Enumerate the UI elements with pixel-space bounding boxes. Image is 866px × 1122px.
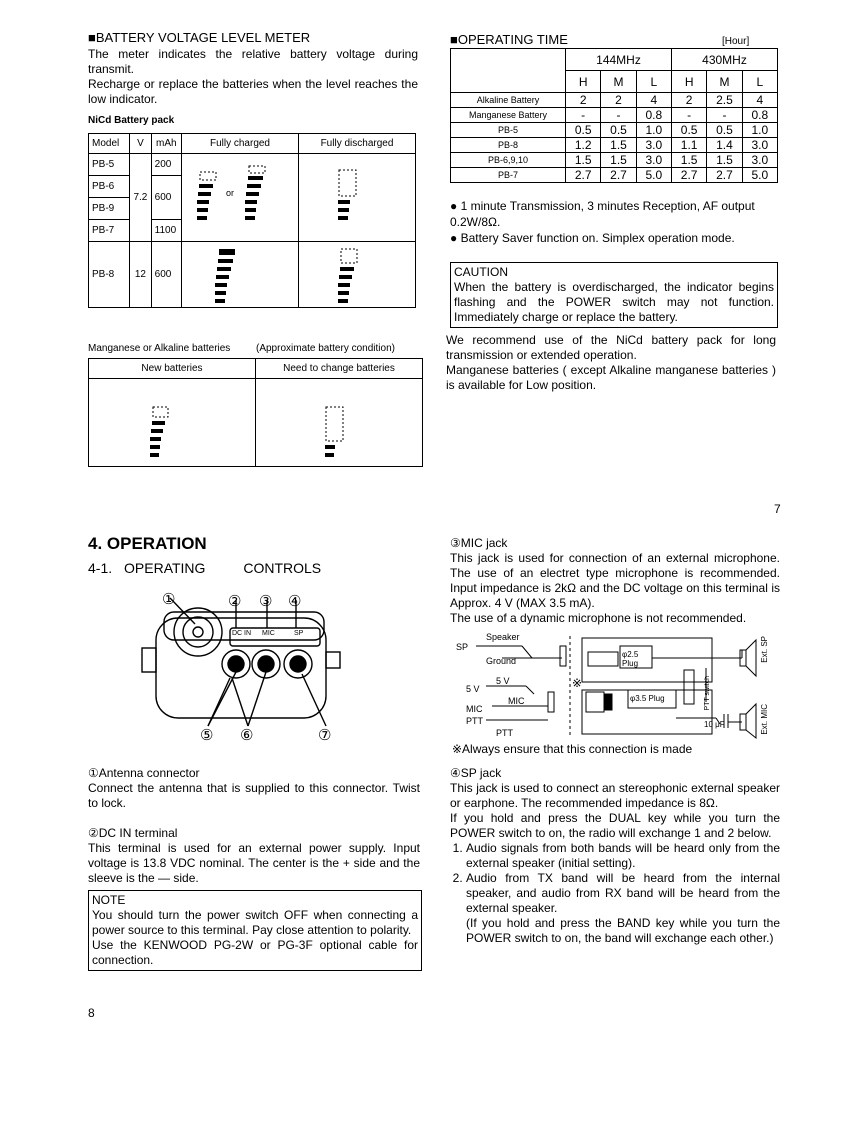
- note-text-2: Use the KENWOOD PG-2W or PG-3F optional cable for connection.: [92, 938, 418, 967]
- table-row: PB-7: [89, 220, 130, 242]
- caution-text: When the battery is overdischarged, the indicator begins flashing and the POWER switch may not function. Immediately charge or replace the battery.: [454, 280, 774, 324]
- operation-subheading: 4-1. OPERATING CONTROLS: [88, 560, 322, 576]
- label-ptt: PTT: [466, 716, 483, 726]
- table-row: PB-7 2.7 2.7 5.0 2.7 2.7 5.0: [451, 168, 778, 183]
- v-cell: 12: [130, 242, 151, 308]
- page-number-bottom: 8: [88, 1006, 95, 1020]
- sp-text-1: This jack is used to connect an stereophonic external speaker or earphone. The recommended impedance is 8Ω.: [450, 781, 780, 810]
- label-5v-b: 5 V: [496, 676, 510, 686]
- mah-cell: 200: [151, 154, 181, 176]
- meter-full-icon: [92, 381, 252, 465]
- mic-section: [450, 536, 780, 626]
- mic-text-1: This jack is used for connection of an external microphone. The use of an electret type microphone is recommended. Input impedance is 2kΩ and the DC voltage on this terminal is Approx. 4 V (MAX 3.5 mA).: [450, 551, 780, 610]
- table-row: PB-6,9,10 1.5 1.5 3.0 1.5 1.5 3.0: [451, 153, 778, 168]
- meter-discharged-pb8: [298, 242, 415, 308]
- caution-box: [450, 262, 778, 328]
- col-mah: mAh: [151, 134, 181, 154]
- col-m: M: [601, 71, 636, 93]
- sp-title: ④SP jack: [450, 766, 502, 780]
- mah-cell: 600: [151, 176, 181, 220]
- page-number-top: 7: [774, 502, 781, 516]
- blank-header: [451, 49, 566, 93]
- col-v: V: [130, 134, 151, 154]
- callout-7: ⑦: [318, 727, 332, 744]
- always-note: ※Always ensure that this connection is made: [452, 742, 693, 756]
- panel-label-mic: MIC: [262, 630, 275, 637]
- col-model: Model: [89, 134, 130, 154]
- unit-label: [Hour]: [722, 36, 750, 47]
- label-ground: Ground: [486, 656, 517, 666]
- meter-low-icon: [302, 158, 412, 238]
- col-change: Need to change batteries: [256, 359, 423, 379]
- meter-low-icon: [302, 243, 412, 307]
- callout-6: ⑥: [240, 727, 254, 744]
- mic-text-2: The use of a dynamic microphone is not recommended.: [450, 611, 747, 625]
- meter-charged-cell: [181, 154, 298, 242]
- meter-full-icon: [185, 243, 295, 307]
- list-item: 2. Audio from TX band will be heard from the internal speaker, and audio from RX band will be heard from the external speaker. (If you hold and press the BAND key while you turn the POWER switch to on, the band will exchange each other.): [466, 871, 780, 946]
- callout-3: ③: [259, 593, 273, 610]
- meter-change-cell: [256, 379, 423, 467]
- nicd-battery-table: [88, 133, 416, 308]
- meter-charged-pb8: [181, 242, 298, 308]
- label-ext-mic: Ext. MIC: [760, 704, 769, 735]
- panel-label-sp: SP: [294, 630, 304, 637]
- label-cap: 10 μF: [704, 720, 725, 729]
- table-row: PB-8: [89, 242, 130, 308]
- note-2: ● Battery Saver function on. Simplex operation mode.: [450, 231, 735, 245]
- antenna-title: ①Antenna connector: [88, 766, 200, 780]
- battery-meter-title: ■BATTERY VOLTAGE LEVEL METER: [88, 30, 311, 45]
- table-row: PB-6: [89, 176, 130, 198]
- callout-1: ①: [162, 591, 176, 608]
- antenna-text: Connect the antenna that is supplied to this connector. Twist to lock.: [88, 781, 420, 810]
- mah-cell: 600: [151, 242, 181, 308]
- label-ptt-b: PTT: [496, 728, 513, 738]
- label-mic: MIC: [466, 704, 483, 714]
- operating-time-table: [450, 48, 778, 183]
- dcin-title: ②DC IN terminal: [88, 826, 178, 840]
- label-5v: 5 V: [466, 684, 480, 694]
- manganese-table: [88, 358, 423, 467]
- list-item: 1. Audio signals from both bands will be heard only from the external speaker (initial setting).: [466, 841, 780, 871]
- or-text: or: [225, 188, 234, 198]
- note-text-1: You should turn the power switch OFF when connecting a power source to this terminal. Pay close attention to polarity.: [92, 908, 418, 937]
- dcin-section: [88, 826, 420, 886]
- caution-title: CAUTION: [454, 265, 508, 279]
- battery-meter-intro: The meter indicates the relative battery voltage during transmit. Recharge or replace the batteries when the level reaches the low indicator.: [88, 47, 418, 106]
- recommend-text: We recommend use of the NiCd battery pack for long transmission or extended operation. Manganese batteries ( except Alkaline manganese batteries ) is available for Low position.: [446, 333, 776, 392]
- col-fully-discharged: Fully discharged: [298, 134, 415, 154]
- label-star: ※: [572, 676, 583, 690]
- mang-label: Manganese or Alkaline batteries: [88, 343, 231, 354]
- meter-new-cell: [89, 379, 256, 467]
- meter-low-icon: [259, 381, 419, 465]
- operation-heading: 4. OPERATION: [88, 534, 207, 553]
- table-row: PB-8 1.2 1.5 3.0 1.1 1.4 3.0: [451, 138, 778, 153]
- label-speaker: Speaker: [486, 632, 520, 642]
- col-h: H: [566, 71, 601, 93]
- v-cell: 7.2: [130, 154, 151, 242]
- meter-discharged-cell: [298, 154, 415, 242]
- note-title: NOTE: [92, 893, 126, 907]
- callout-2: ②: [228, 593, 242, 610]
- col-l: L: [636, 71, 671, 93]
- band-144: 144MHz: [566, 49, 672, 71]
- label-sp: SP: [456, 642, 469, 652]
- note-1: ● 1 minute Transmission, 3 minutes Reception, AF output 0.2W/8Ω.: [450, 199, 755, 229]
- antenna-section: [88, 766, 420, 811]
- op-notes: [450, 198, 780, 246]
- col-l: L: [742, 71, 777, 93]
- label-plug-25: φ2.5 Plug: [622, 650, 639, 668]
- col-fully-charged: Fully charged: [181, 134, 298, 154]
- label-mic-b: MIC: [508, 696, 525, 706]
- sp-text-2: If you hold and press the DUAL key while you turn the POWER switch to on, the radio will exchange 1 and 2 below.: [450, 811, 780, 840]
- radio-top-diagram: [140, 588, 350, 748]
- callout-5: ⑤: [200, 727, 214, 744]
- table-row: PB-5: [89, 154, 130, 176]
- approx-label: (Approximate battery condition): [256, 343, 395, 354]
- meter-full-icon: [185, 158, 295, 238]
- nicd-label: NiCd Battery pack: [88, 115, 175, 126]
- col-m: M: [707, 71, 742, 93]
- col-h: H: [671, 71, 706, 93]
- label-plug-35: φ3.5 Plug: [630, 694, 665, 703]
- table-row: PB-9: [89, 198, 130, 220]
- label-ext-sp: Ext. SP: [760, 636, 769, 663]
- panel-label-dcin: DC IN: [232, 630, 252, 637]
- col-new: New batteries: [89, 359, 256, 379]
- table-row: PB-5 0.5 0.5 1.0 0.5 0.5 1.0: [451, 123, 778, 138]
- label-ptt-switch: PTT switch: [704, 676, 711, 711]
- band-430: 430MHz: [671, 49, 777, 71]
- dcin-text: This terminal is used for an external power supply. Input voltage is 13.8 VDC nominal. The center is the + side and the sleeve is the — side.: [88, 841, 420, 885]
- mah-cell: 1100: [151, 220, 181, 242]
- table-row: Manganese Battery - - 0.8 - - 0.8: [451, 108, 778, 123]
- callout-4: ④: [288, 593, 302, 610]
- sp-section: [450, 766, 780, 946]
- mic-title: ③MIC jack: [450, 536, 508, 550]
- table-row: Alkaline Battery 2 2 4 2 2.5 4: [451, 93, 778, 108]
- operating-time-title: ■OPERATING TIME: [450, 32, 568, 47]
- note-box: [88, 890, 422, 971]
